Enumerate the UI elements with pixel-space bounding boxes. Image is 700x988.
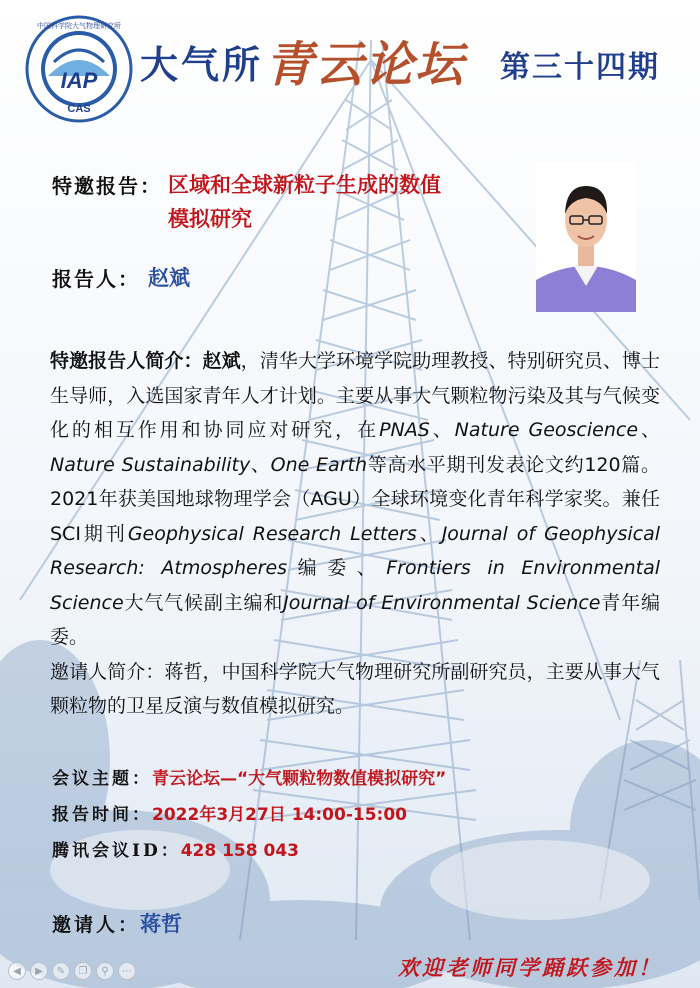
viewer-toolbar (8, 962, 136, 980)
time-value: 2022年3月27日 14:00-15:00 (152, 805, 407, 825)
forum-title: 青云论坛 (265, 37, 466, 93)
bio-sep: 、 (638, 419, 660, 441)
bio-text-c: 编委、 (287, 557, 387, 579)
meeting-theme (52, 764, 446, 789)
prev-icon[interactable]: ◀ (8, 962, 26, 980)
pen-icon[interactable]: ✎ (52, 962, 70, 980)
journal-nature-geoscience: Nature Geoscience (454, 419, 639, 441)
iap-cas-logo (24, 14, 134, 124)
theme-value: 青云论坛—“大气颗粒物数值模拟研究” (152, 769, 447, 789)
bio-text-e: 青年编委。 (50, 591, 660, 648)
inviter (52, 908, 182, 938)
issue-number: 第三十四期 (500, 50, 660, 85)
journal-grl: Geophysical Research Letters (127, 522, 417, 545)
next-icon[interactable]: ▶ (30, 962, 48, 980)
inviter-bio: 邀请人简介：蒋哲，中国科学院大气物理研究所副研究员，主要从事大气颗粒物的卫星反演与数值模拟研究。 (50, 660, 660, 717)
institute-title: 大气所 (140, 42, 264, 87)
copy-icon[interactable]: ❐ (74, 962, 92, 980)
logo-text: IAP (60, 68, 98, 93)
bio-text-d: 大气气候副主编和 (123, 591, 284, 614)
bio-name: 赵斌 (202, 350, 241, 372)
journal-nature-sustainability: Nature Sustainability (50, 453, 251, 476)
theme-label: 会议主题： (52, 769, 152, 789)
logo-ring-text: 中国科学院大气物理研究所 (37, 22, 121, 30)
bio-paragraph (50, 344, 660, 655)
meeting-id-label: 腾讯会议ID： (52, 841, 181, 861)
speaker-photo (536, 162, 636, 312)
speaker-label: 报告人： (52, 267, 140, 291)
more-icon[interactable]: ⋯ (118, 962, 136, 980)
speaker-name: 赵斌 (148, 265, 190, 290)
journal-pnas: PNAS (379, 419, 430, 441)
meeting-time (52, 800, 407, 825)
bio-text-a: ，清华大学环境学院助理教授、特别研究员、博士生导师，入选国家青年人才计划。主要从事大气颗粒物污染及其与气候变化的相互作用和协同应对研究，在 (50, 350, 660, 441)
journal-jgr-atmospheres: Journal of Geophysical Research: Atmospheres (50, 522, 660, 579)
report-title-line2: 模拟研究 (168, 206, 252, 231)
meeting-id-value: 428 158 043 (180, 841, 299, 861)
bio-heading: 特邀报告人简介： (50, 350, 203, 372)
inviter-label: 邀请人： (52, 914, 141, 936)
logo-sub-text: CAS (67, 103, 91, 115)
welcome-message: 欢迎老师同学踊跃参加！ (398, 955, 662, 980)
report-title-line1: 区域和全球新粒子生成的数值 (168, 172, 441, 197)
journal-jes: Journal of Environmental Science (283, 591, 601, 614)
zoom-icon[interactable]: ⚲ (96, 962, 114, 980)
bio-sep: 、 (250, 453, 271, 476)
meeting-id (52, 836, 299, 861)
inviter-name: 蒋哲 (140, 911, 183, 936)
bio-sep: 、 (416, 522, 442, 545)
bio-sep: 、 (429, 419, 455, 441)
journal-frontiers: Frontiers in Environmental Science (50, 557, 660, 614)
time-label: 报告时间： (52, 805, 152, 825)
report-label: 特邀报告： (52, 174, 162, 198)
journal-one-earth: One Earth (270, 453, 367, 476)
speaker-bio (50, 344, 660, 724)
bio-text-b: 等高水平期刊发表论文约120篇。2021年获美国地球物理学会（AGU）全球环境变化青年科学家奖。兼任SCI期刊 (50, 453, 660, 545)
report-title (168, 168, 508, 236)
